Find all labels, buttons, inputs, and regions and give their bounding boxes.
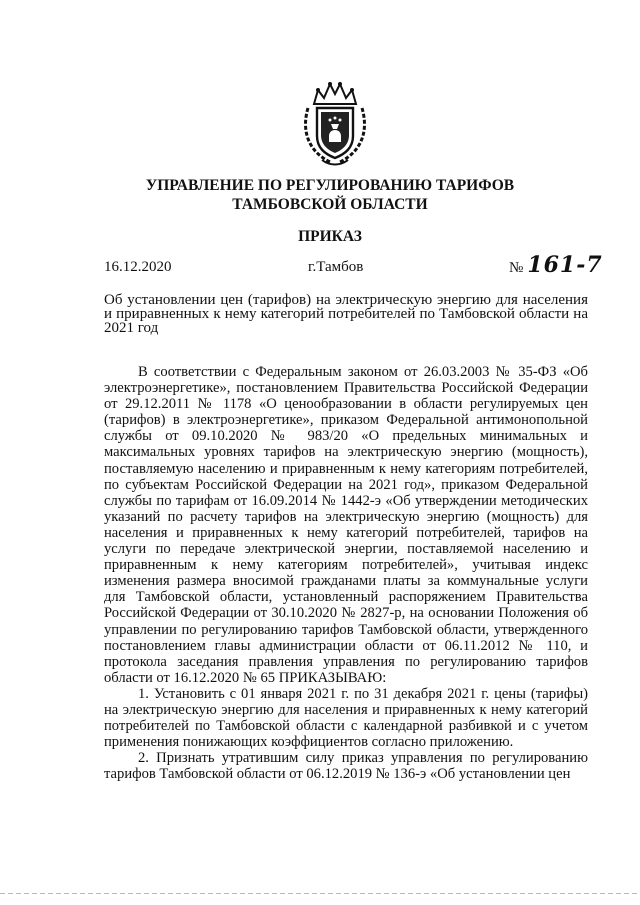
organization-name-line2: ТАМБОВСКОЙ ОБЛАСТИ (232, 196, 428, 213)
paragraph-item-1: 1. Установить с 01 января 2021 г. по 31 декабря 2021 г. цены (тарифы) на электрическую энергию для населения и приравненных к нему категорий потребителей по Тамбовской области с календарной разбивкой и с учетом применения понижающих коэффициентов согласно приложению. (104, 685, 588, 751)
order-number-handwritten: 161-7 (527, 252, 603, 278)
order-number (509, 252, 603, 278)
paragraph-preamble: В соответствии с Федеральным законом от 26.03.2003 № 35-ФЗ «Об электроэнергетике», постановлением Правительства Российской Федерации от 29.12.2011 № 1178 «О ценообразовании в области регулируемых цен (тарифов) в электроэнергетике», приказом Федеральной антимонопольной службы от 09.10.2020 № 983/20 «О предельных минимальных и максимальных уровнях тарифов на электрическую энергию (мощность), поставляемую населению и приравненным к нему категориям потребителей, по субъектам Российской Федерации на 2021 год», приказом Федеральной службы по тарифам от 16.09.2014 № 1442-э «Об утверждении методических указаний по расчету тарифов на электрическую энергию (мощность) для населения и приравненных к нему категорий потребителей, тарифов на услуги по передаче электрической энергии, поставляемой населению и приравненным к нему категориям потребителей», учитывая индекс изменения размера вносимой гражданами платы за коммунальные услуги для Тамбовской области, установленный распоряжением Правительства Российской Федерации от 30.10.2020 № 2827-р, на основании Положения об управлении по регулированию тарифов Тамбовской области, утвержденного постановлением главы администрации области от 06.11.2012 № 110, и протокола заседания правления управления по регулированию тарифов области от 16.12.2020 № 65 ПРИКАЗЫВАЮ: (104, 364, 588, 686)
order-city: г.Тамбов (308, 259, 364, 275)
paragraph-item-2: 2. Признать утратившим силу приказ управления по регулированию тарифов Тамбовской области от 06.12.2019 № 136-э «Об установлении цен (104, 750, 588, 783)
scan-artifact-line (0, 893, 640, 894)
order-body (104, 364, 588, 782)
order-subject: Об установлении цен (тарифов) на электрическую энергию для населения и приравненных к нему категорий потребителей по Тамбовской области на 2021 год (104, 292, 588, 336)
tambov-coat-of-arms-icon (300, 78, 370, 166)
order-number-prefix: № (509, 260, 524, 276)
document-type: ПРИКАЗ (298, 228, 362, 245)
organization-name (100, 176, 560, 214)
organization-name-line1: УПРАВЛЕНИЕ ПО РЕГУЛИРОВАНИЮ ТАРИФОВ (145, 177, 515, 194)
order-date: 16.12.2020 (104, 259, 172, 275)
